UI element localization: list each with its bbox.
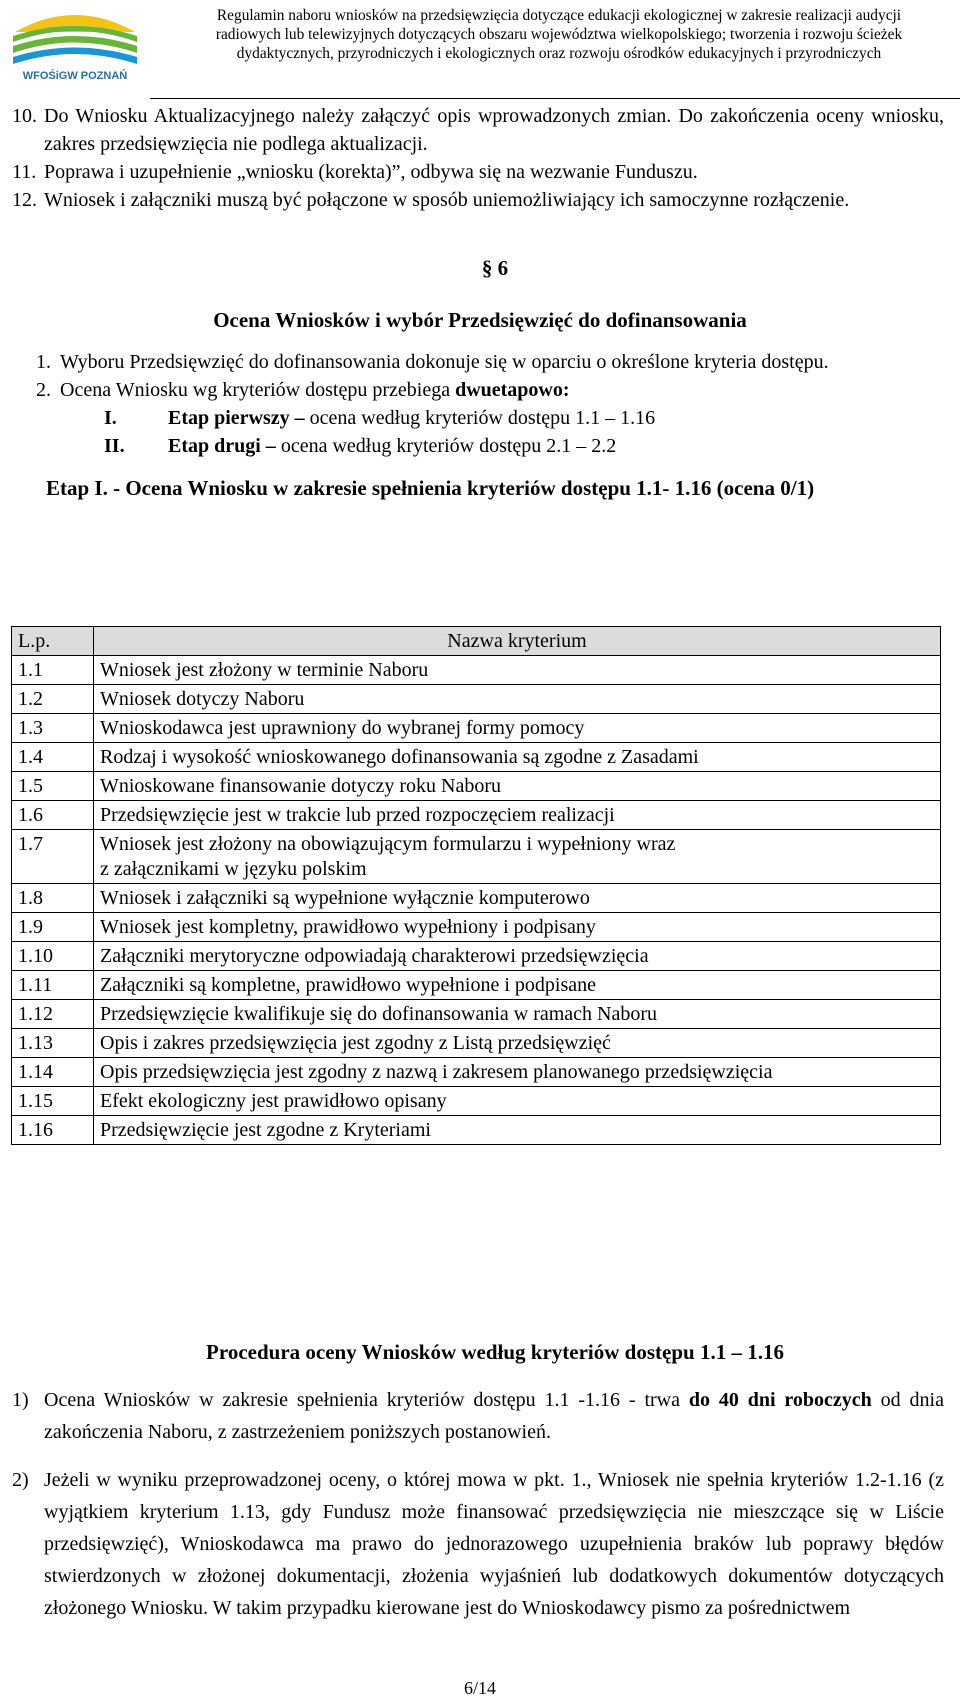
stage-number: I.	[104, 407, 117, 429]
cell-criterion: Wniosek jest kompletny, prawidłowo wypełniony i podpisany	[94, 913, 941, 942]
table-row	[12, 1029, 941, 1058]
table-row	[12, 884, 941, 913]
table-row	[12, 656, 941, 685]
cell-lp: 1.15	[12, 1087, 94, 1116]
cell-criterion: Przedsięwzięcie jest zgodne z Kryteriami	[94, 1116, 941, 1145]
list-item	[0, 158, 960, 186]
list-item	[0, 186, 960, 214]
page-number: 6/14	[463, 1678, 496, 1698]
cell-lp: 1.12	[12, 1000, 94, 1029]
table-header-row	[12, 627, 941, 656]
cell-lp: 1.11	[12, 971, 94, 1000]
cell-lp: 1.6	[12, 801, 94, 830]
procedure-section	[0, 1336, 960, 1624]
item-text: Poprawa i uzupełnienie „wniosku (korekta)”, odbywa się na wezwanie Funduszu.	[44, 161, 698, 183]
item-text: Ocena Wniosku wg kryteriów dostępu przebiega	[60, 379, 456, 401]
cell-criterion: Przedsięwzięcie jest w trakcie lub przed rozpoczęciem realizacji	[94, 801, 941, 830]
item-text: Do Wniosku Aktualizacyjnego należy załączyć opis wprowadzonych zmian. Do zakończenia oceny wniosku, zakres przedsięwzięcia nie podlega aktualizacji.	[44, 105, 944, 155]
table-row	[12, 971, 941, 1000]
wfosigw-logo	[10, 6, 140, 82]
table-row	[12, 685, 941, 714]
item-number: 11.	[12, 161, 37, 183]
cell-criterion: Wniosek i załączniki są wypełnione wyłącznie komputerowo	[94, 884, 941, 913]
cell-lp: 1.16	[12, 1116, 94, 1145]
item-text: Wyboru Przedsięwzięć do dofinansowania dokonuje się w oparciu o określone kryteria dostępu.	[60, 351, 829, 373]
section-sign: § 6	[481, 256, 509, 280]
table-row	[12, 1087, 941, 1116]
item-emphasis: dwuetapowo:	[455, 379, 570, 401]
section-title: Ocena Wniosków i wybór Przedsięwzięć do dofinansowania	[213, 308, 747, 332]
item-emphasis: do 40 dni roboczych	[688, 1389, 872, 1411]
cell-lp: 1.5	[12, 772, 94, 801]
cell-lp: 1.14	[12, 1058, 94, 1087]
stage-text: ocena według kryteriów dostępu 2.1 – 2.2	[275, 435, 617, 457]
item-number: 12.	[12, 189, 37, 211]
item-number: 2.	[36, 379, 51, 401]
cell-lp: 1.13	[12, 1029, 94, 1058]
stage-number: II.	[104, 435, 125, 457]
stage-text: ocena według kryteriów dostępu 1.1 – 1.16	[304, 407, 656, 429]
cell-lp: 1.7	[12, 830, 94, 884]
cell-lp: 1.10	[12, 942, 94, 971]
stage-item	[0, 432, 960, 460]
header-divider	[150, 98, 960, 99]
item-number: 10.	[12, 105, 37, 127]
procedure-title: Procedura oceny Wniosków według kryteriów dostępu 1.1 – 1.16	[206, 1340, 784, 1364]
cell-criterion: Wniosek dotyczy Naboru	[94, 685, 941, 714]
page-header	[0, 0, 960, 100]
cell-criterion: Załączniki merytoryczne odpowiadają charakterowi przedsięwzięcia	[94, 942, 941, 971]
cell-lp: 1.8	[12, 884, 94, 913]
item-text: Jeżeli w wyniku przeprowadzonej oceny, o której mowa w pkt. 1., Wniosek nie spełnia kryteriów 1.2-1.16 (z wyjątkiem kryterium 1.13, gdy Fundusz może finansować przedsięwzięcia nie mieszczące się w Liście przedsięwzięć), Wnioskodawca ma prawo do jednorazowego uzupełnienia braków lub poprawy błędów stwierdzonych w złożonej dokumentacji, złożenia wyjaśnień lub dodatkowych dokumentów dotyczących złożonego Wniosku. W takim przypadku kierowane jest do Wnioskodawcy pismo za pośrednictwem	[44, 1469, 944, 1619]
table-row	[12, 743, 941, 772]
cell-lp: 1.9	[12, 913, 94, 942]
cell-lp: 1.3	[12, 714, 94, 743]
cell-criterion: Opis i zakres przedsięwzięcia jest zgodny z Listą przedsięwzięć	[94, 1029, 941, 1058]
list-item	[0, 376, 960, 404]
cell-lp: 1.4	[12, 743, 94, 772]
item-text: Wniosek i załączniki muszą być połączone w sposób uniemożliwiający ich samoczynne rozłączenie.	[44, 189, 850, 211]
stage-name: Etap drugi –	[168, 435, 276, 457]
item-text: Ocena Wniosków w zakresie spełnienia kryteriów dostępu 1.1 -1.16 - trwa	[44, 1389, 689, 1411]
header-line: radiowych lub telewizyjnych dotyczących obszaru województwa wielkopolskiego; tworzenia i rozwoju ścieżek	[215, 26, 903, 43]
column-header-name: Nazwa kryterium	[94, 627, 941, 656]
cell-criterion: Wniosek jest złożony w terminie Naboru	[94, 656, 941, 685]
cell-lp: 1.2	[12, 685, 94, 714]
document-body	[0, 102, 960, 502]
list-item	[0, 102, 960, 158]
criteria-table-body	[12, 656, 941, 1145]
item-number: 1.	[36, 351, 51, 373]
table-row	[12, 942, 941, 971]
header-title	[164, 6, 954, 63]
table-row	[12, 801, 941, 830]
header-line: Regulamin naboru wniosków na przedsięwzięcia dotyczące edukacji ekologicznej w zakresie realizacji audycji	[216, 7, 902, 24]
table-row	[12, 1000, 941, 1029]
cell-criterion: Załączniki są kompletne, prawidłowo wypełnione i podpisane	[94, 971, 941, 1000]
logo-text: WFOŚiGW POZNAŃ	[22, 70, 128, 82]
table-row	[12, 830, 941, 884]
stage-name: Etap pierwszy –	[168, 407, 305, 429]
list-item	[0, 348, 960, 376]
stage-heading: Etap I. - Ocena Wniosku w zakresie spełnienia kryteriów dostępu 1.1- 1.16 (ocena 0/1)	[46, 476, 815, 500]
criteria-intro	[0, 348, 960, 460]
table-row	[12, 772, 941, 801]
header-line: dydaktycznych, przyrodniczych i ekologicznych oraz rozwoju ośrodków edukacyjnych i przyrodniczych	[236, 45, 882, 62]
table-row	[12, 714, 941, 743]
cell-lp: 1.1	[12, 656, 94, 685]
column-header-lp: L.p.	[12, 627, 94, 656]
criteria-table	[11, 626, 941, 1145]
cell-criterion: Przedsięwzięcie kwalifikuje się do dofinansowania w ramach Naboru	[94, 1000, 941, 1029]
item-number: 1)	[12, 1389, 29, 1411]
list-item	[0, 1464, 960, 1624]
cell-criterion: Wnioskodawca jest uprawniony do wybranej formy pomocy	[94, 714, 941, 743]
table-row	[12, 1116, 941, 1145]
table-row	[12, 913, 941, 942]
cell-criterion: Rodzaj i wysokość wnioskowanego dofinansowania są zgodne z Zasadami	[94, 743, 941, 772]
list-item	[0, 1384, 960, 1448]
cell-criterion: Wnioskowane finansowanie dotyczy roku Naboru	[94, 772, 941, 801]
table-row	[12, 1058, 941, 1087]
item-number: 2)	[12, 1469, 29, 1491]
cell-criterion: Efekt ekologiczny jest prawidłowo opisany	[94, 1087, 941, 1116]
cell-criterion: Opis przedsięwzięcia jest zgodny z nazwą i zakresem planowanego przedsięwzięcia	[94, 1058, 941, 1087]
stage-item	[0, 404, 960, 432]
cell-criterion: Wniosek jest złożony na obowiązującym formularzu i wypełniony wraz z załącznikami w języku polskim	[94, 830, 941, 884]
item-text: od dnia zakończenia Naboru, z zastrzeżeniem poniższych postanowień.	[44, 1389, 944, 1443]
